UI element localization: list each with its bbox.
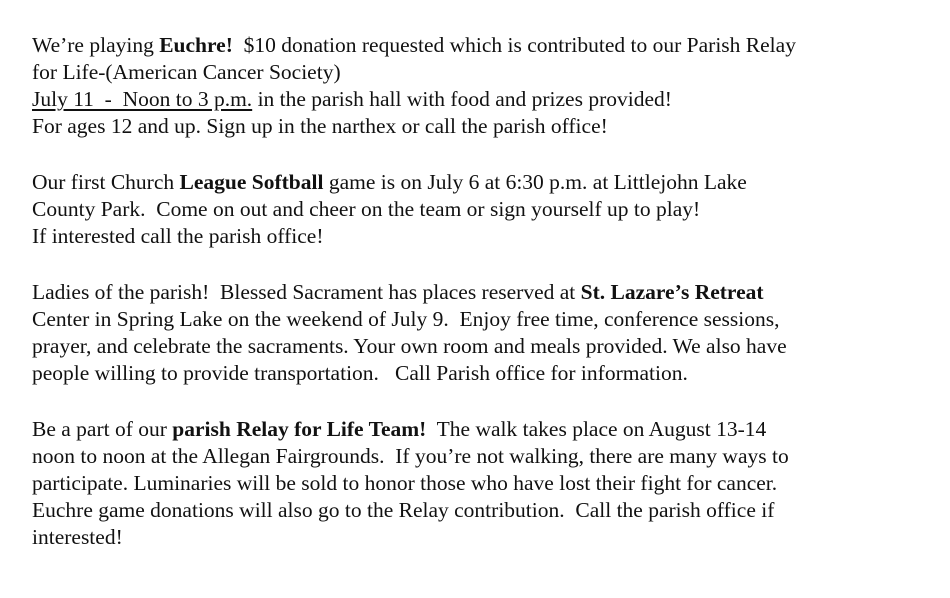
retreat-heading: St. Lazare’s Retreat <box>580 280 764 304</box>
text-line: Our first Church League Softball game is on July 6 at 6:30 p.m. at Littlejohn Lake <box>32 170 747 194</box>
text-line: Ladies of the parish! Blessed Sacrament has places reserved at St. Lazare’s Retreat <box>32 280 764 304</box>
relay-heading: parish Relay for Life Team! <box>172 417 427 441</box>
text-line: people willing to provide transportation. Call Parish office for information. <box>32 361 688 385</box>
text-line: interested! <box>32 525 123 549</box>
text-line: participate. Luminaries will be sold to honor those who have lost their fight for cancer. <box>32 471 778 495</box>
text-line: For ages 12 and up. Sign up in the narthex or call the parish office! <box>32 114 608 138</box>
text-line: July 11 - Noon to 3 p.m. in the parish hall with food and prizes provided! <box>32 87 672 111</box>
text-line: Be a part of our parish Relay for Life Team! The walk takes place on August 13-14 <box>32 417 767 441</box>
text-line: prayer, and celebrate the sacraments. Your own room and meals provided. We also have <box>32 334 787 358</box>
text-line: noon to noon at the Allegan Fairgrounds. If you’re not walking, there are many ways to <box>32 444 789 468</box>
text-line: Center in Spring Lake on the weekend of July 9. Enjoy free time, conference sessions, <box>32 307 780 331</box>
retreat-paragraph <box>32 279 932 387</box>
text-line: We’re playing Euchre! $10 donation requested which is contributed to our Parish Relay <box>32 33 796 57</box>
text-line: Euchre game donations will also go to the Relay contribution. Call the parish office if <box>32 498 775 522</box>
softball-paragraph <box>32 169 932 250</box>
euchre-paragraph <box>32 32 932 140</box>
softball-heading: League Softball <box>179 170 324 194</box>
text-line: for Life-(American Cancer Society) <box>32 60 341 84</box>
text-line: If interested call the parish office! <box>32 224 324 248</box>
relay-paragraph <box>32 416 932 551</box>
euchre-heading: Euchre! <box>159 33 233 57</box>
event-date-time: July 11 - Noon to 3 p.m. <box>32 87 253 111</box>
text-line: County Park. Come on out and cheer on the team or sign yourself up to play! <box>32 197 701 221</box>
